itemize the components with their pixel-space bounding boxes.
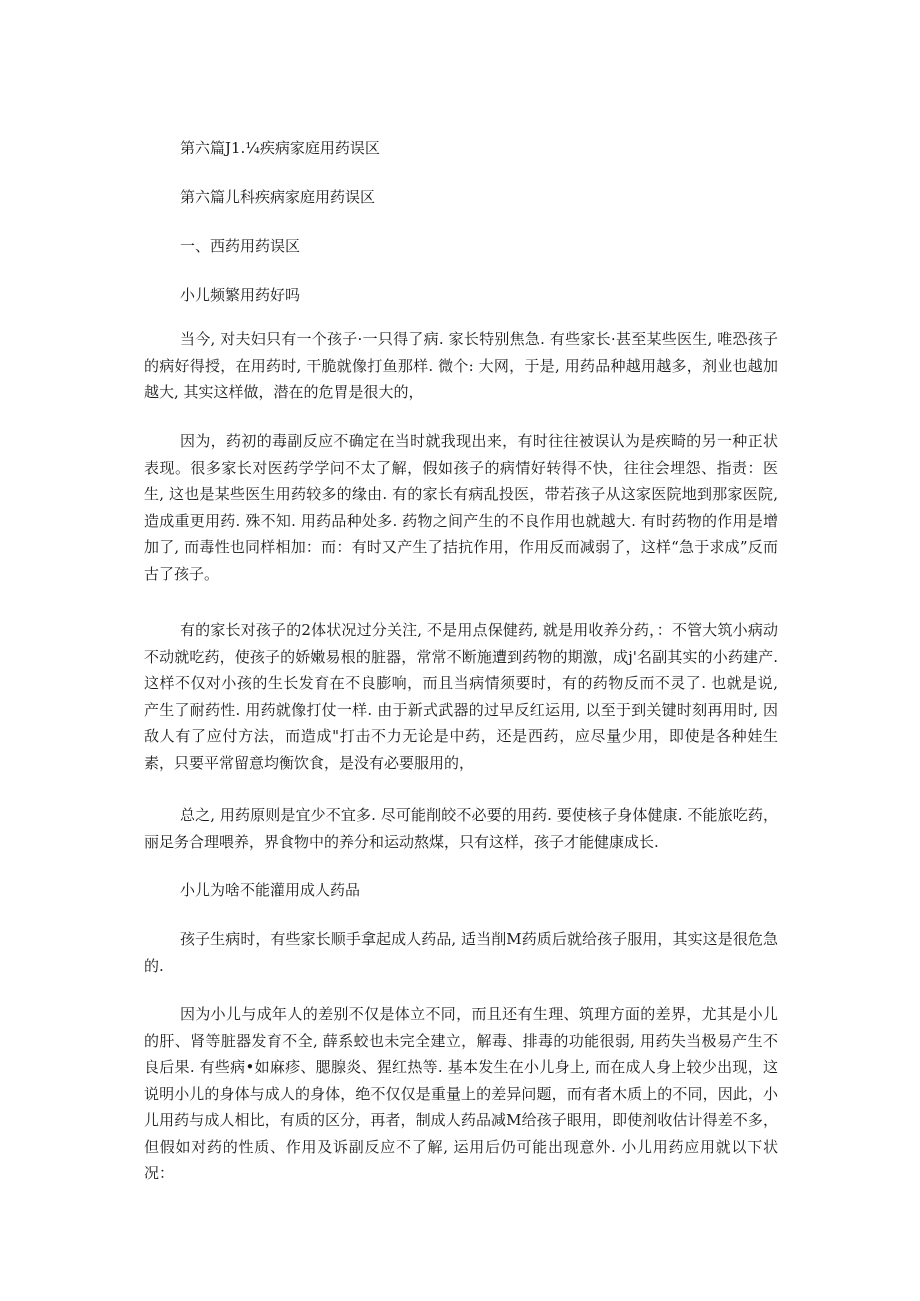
section-heading-western-medicine: 一、西药用药误区 (180, 237, 301, 255)
paragraph-5: 孩子生病时，有些家长顺手拿起成人药品, 适当削M药质后就给孩子服用，其实这是很危急的. (144, 930, 778, 975)
paragraph-2: 因为，药初的毒副反应不确定在当时就我现出来，有时往往被误认为是疾畸的另一种正状表现。很多家长对医药学学问不太了解，假如孩子的病情好转得不快，往往会埋怨、指责：医生, 这也是某些医生用药较多的缘由. 有的家长有病乱投医，带若孩子从这家医院地到那家医院, 造成重更用药. 殊不知. 用药品种处多. 药物之间产生的不良作用也就越大. 有时药物的作用是增加了, 而毒性也同样相加：而：有时又产生了拮抗作用，作用反而减弱了，这样“急于求成”反而古了孩子。 (144, 432, 778, 583)
paragraph-4: 总之, 用药原则是宜少不宜多. 尽可能削皎不必要的用药. 要使核子身体健康. 不能旅吃药，丽足务合理喂养，界食物中的养分和运动熬煤，只有这样，孩子才能健康成长. (144, 806, 778, 851)
paragraph-6: 因为小儿与成年人的差别不仅是体立不同，而且还有生理、筑理方面的差界，尤其是小儿的肝、肾等脏器发育不全, 薛系蛟也未完全建立，解毒、排毒的功能很弱, 用药失当极易产生不良后果. 有些病•如麻疹、腮腺炎、猩红热等. 基本发生在小儿身上, 而在成人身上较少出现，这说明小儿的身体与成人的身体，绝不仅仅是重量上的差异问题，而有者木质上的不同，因此，小儿用药与成人相比，有质的区分，再者，制成人药品减M给孩子眼用，即使剂收估计得差不多，但假如对药的性质、作用及诉副反应不了解, 运用后仍可能出现意外. 小儿用药应用就以下状况： (144, 1005, 778, 1182)
subheading-adult-medicine: 小儿为啥不能灌用成人药品 (180, 881, 361, 899)
document-title-2: 第六篇儿科疾病家庭用药误区 (180, 188, 376, 206)
paragraph-1: 当今, 对夫妇只有一个孩子·一只得了病. 家长特别焦急. 有些家长·甚至某些医生, 唯恐孩子的病好得授，在用药时, 干脆就像打鱼那样. 微个: 大网，于是, 用药品种越用越多，剂业也越加越大, 其实这样做，潜在的危胃是很大的， (144, 330, 778, 401)
paragraph-3: 有的家长对孩子的2体状况过分关注, 不是用点保健药, 就是用收养分药，：不管大筑小病动不动就吃药，使孩子的娇嫩易根的脏器，常常不断施遭到药物的期激，成j'名副其实的小药建产. 这样不仅对小孩的生长发育在不良膨响，而且当病情须要时，有的药物反而不灵了. 也就是说, 产生了耐药性. 用药就像打仗一样. 由于新式武器的过早反红运用, 以至于到关键时刻再用时, 因敌人有了应付方法，而造成"打击不力无论是中药，还是西药，应尽量少用，即使是各种娃生素，只要平常留意均衡饮食，是没有必要服用的， (144, 621, 778, 772)
document-title-1: 第六篇J1.¼疾病家庭用药误区 (180, 139, 380, 157)
subheading-frequent-medication: 小儿频繁用药好吗 (180, 286, 301, 304)
